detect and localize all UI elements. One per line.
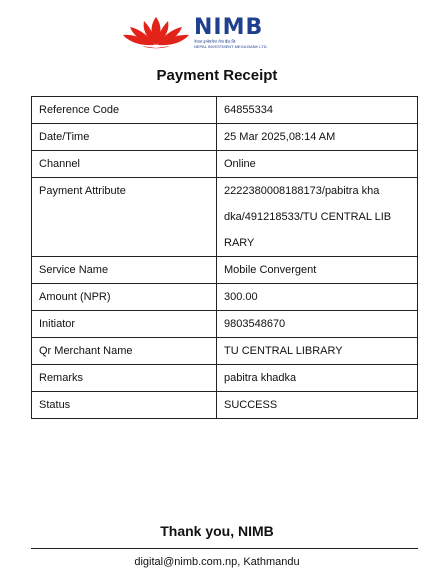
row-label: Date/Time (32, 124, 217, 151)
value-line: dka/491218533/TU CENTRAL LIB (224, 211, 392, 223)
row-value: pabitra khadka (217, 365, 418, 392)
row-label: Channel (32, 151, 217, 178)
table-row (32, 97, 418, 124)
logo-tagline-native: नेपाल इन्भेष्टमेन्ट मेगा बैंक लि. (194, 39, 237, 44)
table-row (32, 257, 418, 284)
footer-divider (31, 548, 418, 549)
row-value: 64855334 (217, 97, 418, 124)
row-value: Online (217, 151, 418, 178)
table-row (32, 284, 418, 311)
row-label: Reference Code (32, 97, 217, 124)
row-label: Remarks (32, 365, 217, 392)
row-value: Mobile Convergent (217, 257, 418, 284)
footer-contact: digital@nimb.com.np, Kathmandu (134, 556, 300, 568)
row-label: Status (32, 392, 217, 419)
table-row (32, 178, 418, 257)
lotus-icon (122, 15, 190, 49)
row-label: Qr Merchant Name (32, 338, 217, 365)
row-value: TU CENTRAL LIBRARY (217, 338, 418, 365)
table-row (32, 365, 418, 392)
logo-text: NIMB (194, 15, 264, 40)
row-label: Amount (NPR) (32, 284, 217, 311)
table-row (32, 338, 418, 365)
value-line: RARY (224, 237, 255, 249)
row-value: 25 Mar 2025,08:14 AM (217, 124, 418, 151)
row-value: 9803548670 (217, 311, 418, 338)
logo-tagline-english: NEPAL INVESTMENT MEGA BANK LTD. (194, 44, 268, 49)
table-row (32, 311, 418, 338)
thank-you-text: Thank you, NIMB (160, 523, 274, 539)
row-label: Initiator (32, 311, 217, 338)
receipt-table (31, 96, 418, 419)
value-line: 2222380008188173/pabitra kha (224, 185, 380, 197)
table-row (32, 124, 418, 151)
page-title: Payment Receipt (156, 67, 278, 84)
row-label: Payment Attribute (32, 178, 217, 257)
row-value: 300.00 (217, 284, 418, 311)
row-value (217, 178, 418, 257)
table-row (32, 392, 418, 419)
row-label: Service Name (32, 257, 217, 284)
status-value: SUCCESS (217, 392, 418, 419)
bank-logo (122, 15, 312, 49)
table-row (32, 151, 418, 178)
